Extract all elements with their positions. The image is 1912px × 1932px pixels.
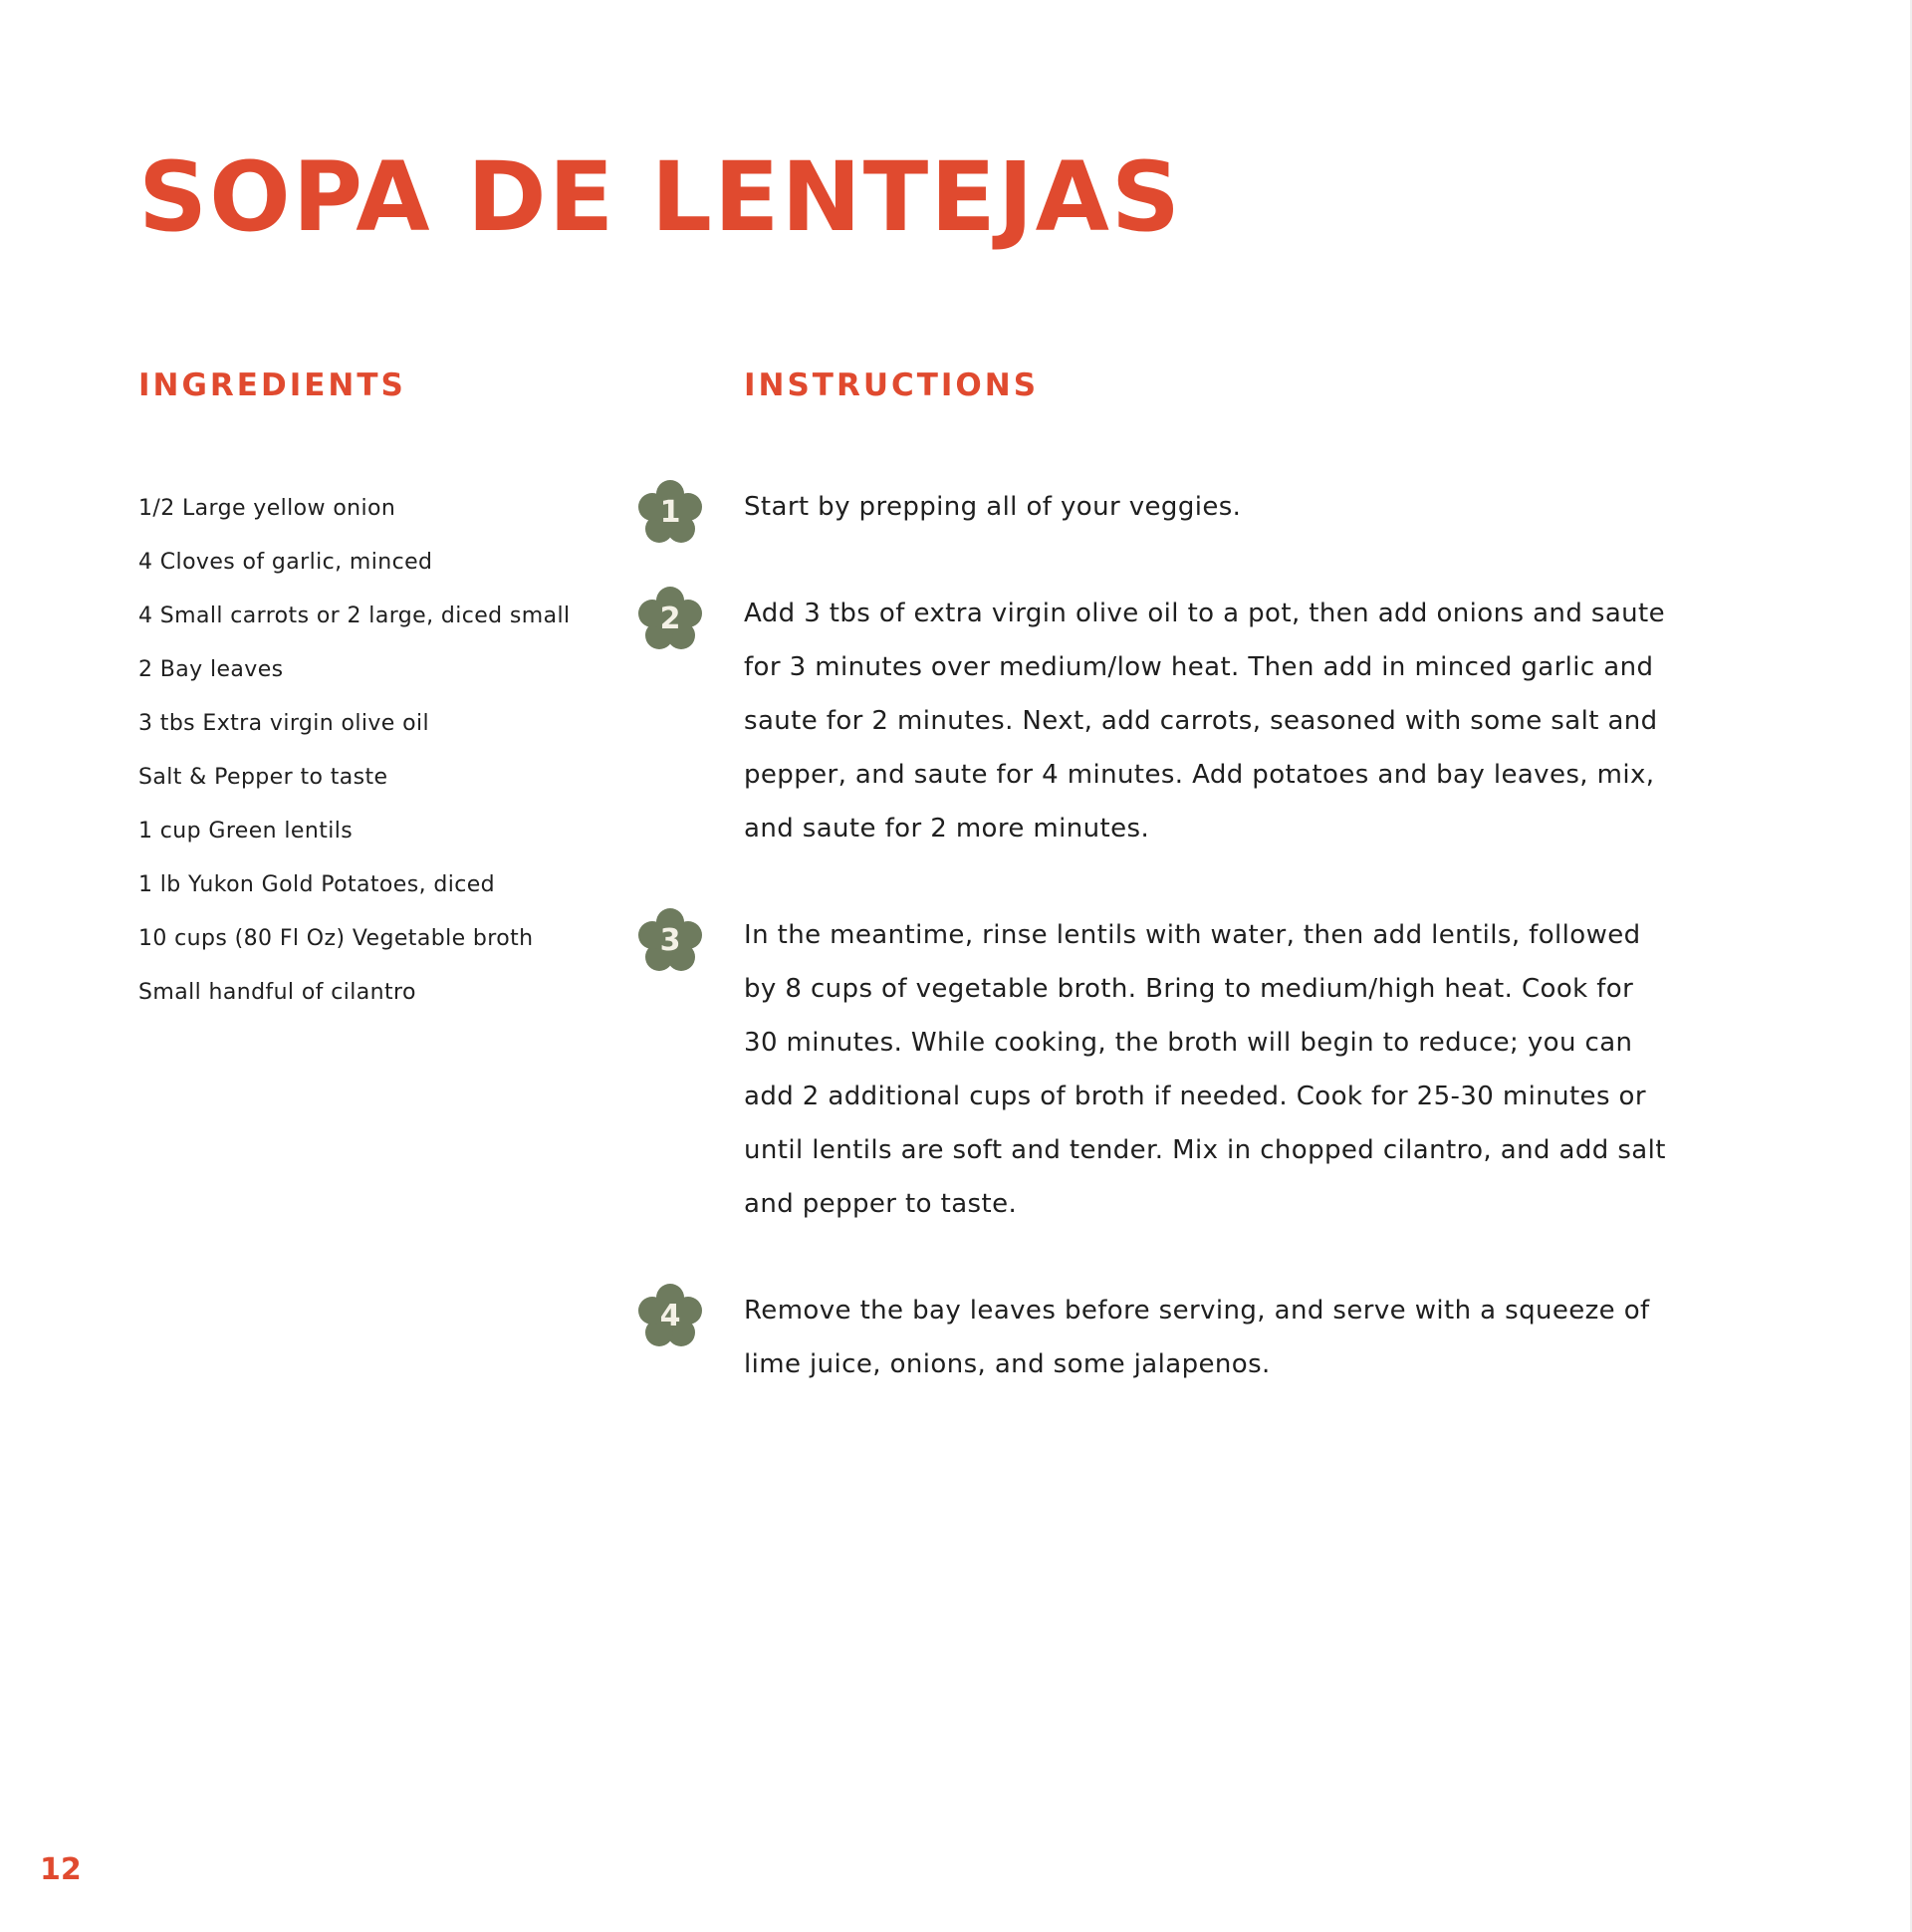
- flower-badge-icon: [637, 480, 703, 546]
- instructions-heading: INSTRUCTIONS: [744, 367, 1040, 403]
- ingredient-item: 4 Small carrots or 2 large, diced small: [138, 604, 571, 628]
- step-text: Add 3 tbs of extra virgin olive oil to a pot, then add onions and saute for 3 minutes over medium/low heat. Then add in minced garlic and saute for 2 minutes. Next, add carrots, seasoned with some salt and pepper, and saute for 4 minutes. Add potatoes and bay leaves, mix, and saute for 2 more minutes.: [744, 599, 1666, 844]
- ingredient-item: Salt & Pepper to taste: [138, 765, 388, 790]
- recipe-title: SOPA DE LENTEJAS: [138, 141, 1183, 253]
- step-text: Start by prepping all of your veggies.: [744, 492, 1242, 522]
- step-number: 4: [659, 1299, 681, 1333]
- ingredient-list: [138, 482, 571, 1020]
- ingredients-heading: INGREDIENTS: [138, 367, 406, 403]
- step-text: In the meantime, rinse lentils with water, then add lentils, followed by 8 cups of vegetable broth. Bring to medium/high heat. Cook for 30 minutes. While cooking, the broth will begin to reduce; you can add 2 additional cups of broth if needed. Cook for 25-30 minutes or until lentils are soft and tender. Mix in chopped cilantro, and add salt and pepper to taste.: [744, 920, 1666, 1219]
- ingredient-item: 3 tbs Extra virgin olive oil: [138, 711, 430, 736]
- ingredient-item: 2 Bay leaves: [138, 657, 284, 682]
- flower-badge-icon: [637, 908, 703, 974]
- flower-badge-icon: [637, 587, 703, 652]
- page-number: 12: [40, 1852, 82, 1887]
- ingredient-item: Small handful of cilantro: [138, 980, 416, 1005]
- ingredient-item: 10 cups (80 Fl Oz) Vegetable broth: [138, 926, 534, 951]
- ingredient-item: 1 lb Yukon Gold Potatoes, diced: [138, 872, 496, 897]
- step-number: 2: [659, 602, 681, 636]
- ingredient-item: 1/2 Large yellow onion: [138, 496, 396, 521]
- step-number: 1: [659, 495, 681, 530]
- ingredient-item: 1 cup Green lentils: [138, 819, 354, 844]
- step-number: 3: [659, 923, 681, 958]
- flower-badge-icon: [637, 1284, 703, 1349]
- step-text: Remove the bay leaves before serving, and serve with a squeeze of lime juice, onions, and some jalapenos.: [744, 1296, 1650, 1379]
- ingredient-item: 4 Cloves of garlic, minced: [138, 550, 433, 575]
